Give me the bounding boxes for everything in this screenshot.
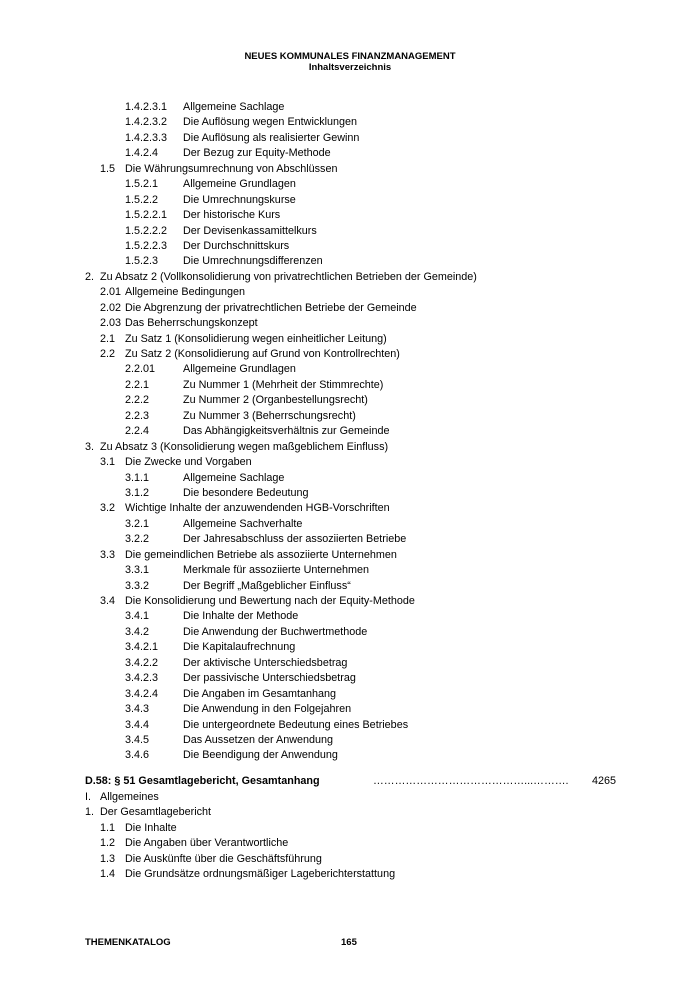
chapter-entry: [0, 773, 700, 789]
toc-entry-title: Die Auflösung wegen Entwicklungen: [183, 116, 358, 129]
chapter-leader-dots: ……………………………………...……….: [373, 775, 569, 787]
toc-entry-number: 3.1.2: [125, 486, 150, 499]
toc-entry: [0, 393, 700, 408]
toc-entry-title: Zu Nummer 3 (Beherrschungsrecht): [183, 409, 356, 422]
toc-entry-title: Zu Nummer 2 (Organbestellungsrecht): [183, 394, 368, 407]
toc-entry-number: 1.4.2.3.3: [125, 131, 168, 144]
toc-entry-number: 2.2.1: [125, 378, 150, 391]
chapter-title: D.58: § 51 Gesamtlagebericht, Gesamtanhang: [85, 775, 320, 787]
toc-entry-title: Die Abgrenzung der privatrechtlichen Betriebe der Gemeinde: [125, 301, 417, 314]
toc-entry: [0, 378, 700, 393]
toc-entry-title: Der Gesamtlagebericht: [100, 806, 212, 819]
toc-entry-title: Der aktivische Unterschiedsbetrag: [183, 656, 348, 669]
toc-entry: [0, 409, 700, 424]
toc-entry-number: 3.4.2.1: [125, 641, 159, 654]
toc-entry-number: 1.5.2.2.1: [125, 209, 168, 222]
toc-entry: [0, 332, 700, 347]
toc-entry-title: Merkmale für assoziierte Unternehmen: [183, 564, 370, 577]
toc-entry: [0, 146, 700, 161]
toc-entry: [0, 702, 700, 717]
toc-entry: [0, 532, 700, 547]
toc-entry-number: 2.2: [100, 348, 116, 360]
toc-entry-number: 3.4.2.3: [125, 672, 159, 685]
toc-entry-number: 3.2.2: [125, 533, 150, 546]
toc-entry-title: Zu Absatz 3 (Konsolidierung wegen maßgeblichem Einfluss): [100, 440, 389, 453]
toc-entry: [0, 821, 700, 836]
toc-entry: [0, 718, 700, 733]
toc-entry: [0, 440, 700, 455]
toc-entry-title: Der Durchschnittskurs: [183, 239, 290, 252]
toc-entry-number: 3.2.1: [125, 517, 150, 530]
toc-entry-title: Das Beherrschungskonzept: [125, 317, 258, 330]
toc-entry-title: Zu Nummer 1 (Mehrheit der Stimmrechte): [183, 378, 384, 391]
toc-entry: [0, 115, 700, 130]
toc-entry-title: Die Kapitalaufrechnung: [183, 641, 296, 654]
footer-page-number: 165: [341, 937, 357, 948]
toc-entry-title: Das Abhängigkeitsverhältnis zur Gemeinde: [183, 425, 390, 438]
toc-entry: [0, 687, 700, 702]
toc-entry-number: 3.1.1: [125, 471, 150, 484]
toc-entry-number: 3.4.2.4: [125, 687, 159, 700]
toc-entry: [0, 609, 700, 624]
toc-entry-title: Wichtige Inhalte der anzuwendenden HGB-Vorschriften: [125, 502, 390, 515]
toc-entry: [0, 563, 700, 578]
document-header-title: NEUES KOMMUNALES FINANZMANAGEMENT: [244, 51, 456, 62]
toc-entry: [0, 270, 700, 285]
toc-entry-number: 1.2: [100, 837, 116, 850]
toc-entry: [0, 790, 700, 805]
toc-entry: [0, 471, 700, 486]
toc-entry-title: Der historische Kurs: [183, 209, 281, 222]
toc-entry-title: Der Devisenkassamittelkurs: [183, 224, 317, 237]
toc-entry-number: 1.4.2.3.1: [125, 101, 168, 113]
toc-entry-title: Die Beendigung der Anwendung: [183, 749, 338, 762]
toc-entry: [0, 836, 700, 851]
toc-entry-number: 2.2.3: [125, 409, 150, 422]
document-header-subtitle: Inhaltsverzeichnis: [308, 62, 392, 73]
toc-entry-number: 3.4.2: [125, 625, 150, 638]
toc-entry-title: Zu Satz 1 (Konsolidierung wegen einheitlicher Leitung): [125, 332, 387, 345]
toc-entry-title: Zu Absatz 2 (Vollkonsolidierung von privatrechtlichen Betrieben der Gemeinde): [100, 270, 477, 283]
toc-entry-number: 1.5.2.2.3: [125, 239, 168, 252]
toc-entry: [0, 285, 700, 300]
toc-entry: [0, 193, 700, 208]
toc-entry: [0, 517, 700, 532]
toc-entry-title: Die besondere Bedeutung: [183, 486, 309, 499]
toc-entry: [0, 362, 700, 377]
toc-entry-number: 3.4.1: [125, 610, 150, 623]
toc-entry: [0, 424, 700, 439]
toc-entry-title: Das Aussetzen der Anwendung: [183, 733, 334, 746]
toc-entry: [0, 301, 700, 316]
toc-entry-title: Allgemeine Sachverhalte: [183, 517, 303, 530]
toc-entry-title: Allgemeine Grundlagen: [183, 363, 296, 376]
toc-entry-title: Allgemeines: [100, 791, 159, 803]
toc-entry-title: Die Zwecke und Vorgaben: [125, 456, 252, 469]
footer-label: THEMENKATALOG: [85, 937, 171, 948]
toc-entry: [0, 579, 700, 594]
toc-entry-title: Der Jahresabschluss der assoziierten Betriebe: [183, 533, 407, 546]
toc-entry-title: Die gemeindlichen Betriebe als assoziierte Unternehmen: [125, 548, 397, 561]
toc-entry: [0, 208, 700, 223]
toc-entry-number: 1.5.2.3: [125, 255, 159, 268]
toc-entry-title: Die Angaben über Verantwortliche: [125, 837, 289, 850]
toc-entry: [0, 594, 700, 609]
toc-entry-number: 1.4.2.3.2: [125, 116, 168, 129]
toc-entry-title: Die Anwendung der Buchwertmethode: [183, 625, 368, 638]
toc-entry-title: Die Auskünfte über die Geschäftsführung: [125, 852, 322, 865]
toc-entry: [0, 455, 700, 470]
toc-entry-number: 1.5.2.1: [125, 178, 159, 191]
toc-entry-number: 3.4.6: [125, 749, 150, 762]
toc-entry-number: 2.2.2: [125, 394, 150, 407]
toc-entry: [0, 316, 700, 331]
toc-entry-title: Die Angaben im Gesamtanhang: [183, 687, 337, 700]
chapter-table-of-contents: [0, 790, 700, 883]
toc-entry-title: Die Konsolidierung und Bewertung nach der Equity-Methode: [125, 595, 415, 607]
toc-entry-number: 1.5.2.2: [125, 193, 159, 206]
toc-entry: [0, 852, 700, 867]
toc-entry: [0, 239, 700, 254]
toc-entry-title: Die untergeordnete Bedeutung eines Betriebes: [183, 718, 409, 731]
toc-entry: [0, 671, 700, 686]
toc-entry: [0, 162, 700, 177]
toc-entry-number: 2.: [85, 270, 95, 283]
toc-entry-title: Zu Satz 2 (Konsolidierung auf Grund von Kontrollrechten): [125, 348, 400, 360]
toc-entry: [0, 867, 700, 882]
toc-entry: [0, 347, 700, 362]
toc-entry-title: Die Umrechnungsdifferenzen: [183, 255, 323, 268]
toc-entry-number: 2.2.01: [125, 363, 156, 376]
toc-entry-title: Die Anwendung in den Folgejahren: [183, 703, 352, 716]
toc-entry: [0, 548, 700, 563]
toc-entry-number: 3.2: [100, 502, 116, 515]
toc-entry-title: Allgemeine Bedingungen: [125, 286, 246, 299]
toc-entry-title: Die Auflösung als realisierter Gewinn: [183, 131, 360, 144]
toc-entry-number: 2.1: [100, 332, 116, 345]
toc-entry: [0, 625, 700, 640]
toc-entry-number: 3.4.3: [125, 703, 150, 716]
toc-entry: [0, 131, 700, 146]
toc-entry-title: Die Währungsumrechnung von Abschlüssen: [125, 162, 338, 175]
toc-entry-title: Die Inhalte: [125, 821, 177, 834]
chapter-page-number: 4265: [592, 775, 617, 787]
toc-entry-title: Allgemeine Sachlage: [183, 471, 285, 484]
toc-entry-title: Die Grundsätze ordnungsmäßiger Lageberichterstattung: [125, 868, 396, 881]
toc-entry-number: 2.03: [100, 317, 122, 330]
toc-entry: [0, 733, 700, 748]
toc-entry: [0, 656, 700, 671]
toc-entry-number: 1.: [85, 806, 95, 819]
toc-entry-number: 3.: [85, 440, 95, 453]
toc-entry-number: 2.02: [100, 301, 122, 314]
toc-entry-number: 3.3.2: [125, 579, 150, 592]
toc-entry-title: Der Bezug zur Equity-Methode: [183, 147, 331, 160]
toc-entry: [0, 748, 700, 763]
toc-entry-title: Der passivische Unterschiedsbetrag: [183, 672, 356, 685]
toc-entry: [0, 254, 700, 269]
toc-entry-number: 1.4: [100, 868, 116, 881]
toc-entry: [0, 224, 700, 239]
toc-entry: [0, 501, 700, 516]
toc-entry-number: 3.1: [100, 456, 116, 469]
toc-entry-number: I.: [85, 791, 91, 803]
toc-entry-number: 3.4: [100, 595, 116, 607]
toc-entry-number: 1.5.2.2.2: [125, 224, 168, 237]
toc-entry: [0, 640, 700, 655]
toc-entry-number: 2.01: [100, 286, 122, 299]
toc-entry-number: 1.3: [100, 852, 116, 865]
toc-entry-title: Die Umrechnungskurse: [183, 193, 296, 206]
table-of-contents: [0, 100, 700, 764]
toc-entry-number: 1.5: [100, 162, 116, 175]
toc-entry-number: 3.4.5: [125, 733, 150, 746]
toc-entry-number: 3.4.4: [125, 718, 150, 731]
toc-entry-number: 3.3: [100, 548, 116, 561]
toc-entry-number: 1.1: [100, 821, 116, 834]
toc-entry-number: 3.4.2.2: [125, 656, 159, 669]
toc-entry-number: 2.2.4: [125, 425, 150, 438]
toc-entry: [0, 486, 700, 501]
toc-entry-title: Allgemeine Grundlagen: [183, 178, 296, 191]
toc-entry: [0, 177, 700, 192]
toc-entry-number: 1.4.2.4: [125, 147, 159, 160]
toc-entry-title: Die Inhalte der Methode: [183, 610, 299, 623]
toc-entry: [0, 805, 700, 820]
toc-entry-title: Allgemeine Sachlage: [183, 101, 285, 113]
toc-entry: [0, 100, 700, 115]
toc-entry-title: Der Begriff „Maßgeblicher Einfluss“: [183, 579, 351, 592]
toc-entry-number: 3.3.1: [125, 564, 150, 577]
